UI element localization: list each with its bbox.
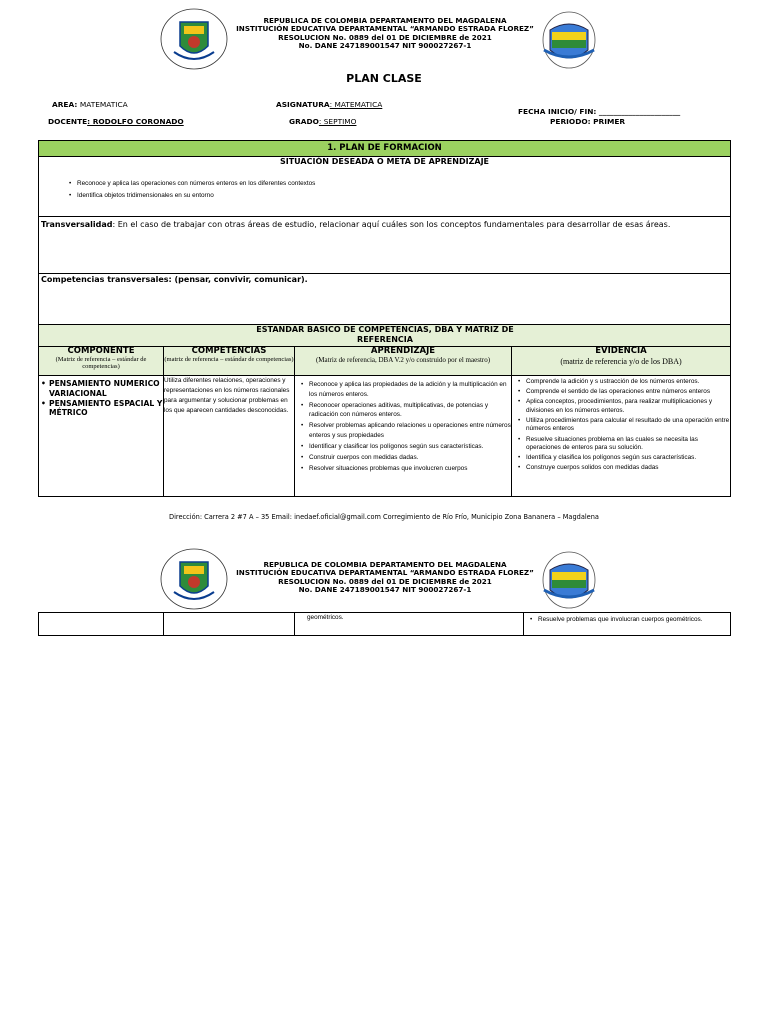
componente-sub: (Matriz de referencia – estándar de competencias): [55, 356, 147, 370]
aprendizaje-cell: [295, 376, 512, 497]
componente-cell: [39, 376, 164, 497]
docente-field: [48, 117, 184, 126]
componente-title: COMPONENTE: [67, 346, 135, 356]
page-title: PLAN CLASE: [346, 72, 422, 85]
competencias-transversales-cell: [39, 274, 731, 325]
competencias-cell: [164, 613, 295, 636]
competencias-cell: [164, 376, 295, 497]
list-item: • Identificar y clasificar los polígonos según sus características.: [301, 442, 511, 452]
list-item: • Resuelve situaciones problema en las cuales se necesita las operaciones de enteros para su solución.: [518, 436, 730, 453]
estandar-title: ESTANDAR BASICO DE COMPETENCIAS, DBA Y MATRIZ DE REFERENCIA: [256, 325, 514, 344]
aprendizaje-cell: [295, 613, 524, 636]
asignatura-label: ASIGNATURA: [276, 100, 330, 109]
evidencia-list: [518, 378, 730, 473]
list-item: • Reconocer operaciones aditivas, multiplicativas, de potencias y radicación con números enteros.: [301, 401, 511, 420]
header-line-1: REPUBLICA DE COLOMBIA DEPARTAMENTO DEL MAGDALENA: [263, 16, 507, 25]
list-item: • Construye cuerpos solidos con medidas dadas: [518, 464, 730, 473]
list-item: • Identifica y clasifica los polígonos según sus características.: [518, 454, 730, 463]
header-line-2: INSTITUCIÓN EDUCATIVA DEPARTAMENTAL “ARMANDO ESTRADA FLOREZ”: [236, 24, 534, 34]
competencias-sub: (matriz de referencia – estándar de competencias): [164, 356, 294, 363]
plan-table: [38, 140, 731, 497]
evidencia-list: [530, 615, 730, 624]
list-item: • PENSAMIENTO NUMERICO VARIACIONAL: [41, 379, 163, 399]
grado-value: : SEPTIMO: [318, 117, 357, 126]
header-line-4: No. DANE 247189001547 NIT 900027267-1: [298, 41, 472, 51]
header-line-3: RESOLUCION No. 0889 del 01 DE DICIEMBRE de 2021: [278, 32, 492, 42]
evidencia-header: [512, 347, 731, 376]
section-title-cell: [39, 141, 731, 157]
aprendizaje-list: [301, 380, 511, 473]
header-line-4: No. DANE 247189001547 NIT 900027267-1: [298, 585, 472, 595]
evidencia-cell: [524, 613, 731, 636]
asignatura-value: : MATEMATICA: [329, 100, 383, 109]
list-item: • Construir cuerpos con medidas dadas.: [301, 453, 511, 463]
grado-field: [289, 117, 356, 126]
competencias-header: [164, 347, 295, 376]
aprendizaje-header: [295, 347, 512, 376]
fecha-field: FECHA INICIO/ FIN: ______________________: [518, 107, 681, 116]
list-item: • Utiliza procedimientos para calcular el resultado de una operación entre números enteros: [518, 417, 730, 434]
componente-cell: [39, 613, 164, 636]
area-label: AREA:: [52, 100, 78, 109]
aprendizaje-sub: (Matriz de referencia, DBA V.2 y/o construido por el maestro): [315, 356, 491, 364]
aprendizaje-continuation: geométricos.: [307, 614, 344, 621]
list-item: • Resolver problemas aplicando relaciones u operaciones entre números enteros y sus propiedades: [301, 421, 511, 440]
componente-header: [39, 347, 164, 376]
institution-header: [230, 561, 540, 595]
transversalidad-text: : En el caso de trabajar con otras áreas de estudio, relacionar aquí cuáles son los conceptos fundamentales para desarrollar de esas áreas.: [112, 220, 671, 229]
docente-value: : RODOLFO CORONADO: [87, 117, 184, 126]
evidencia-title: EVIDENCIA: [595, 346, 647, 356]
metas-list: [69, 178, 730, 202]
header-line-2: INSTITUCIÓN EDUCATIVA DEPARTAMENTAL “ARMANDO ESTRADA FLOREZ”: [236, 568, 534, 578]
list-item: • Comprende el sentido de las operaciones entre números enteros: [518, 388, 730, 397]
list-item: • Reconoce y aplica las operaciones con números enteros en los diferentes contextos: [69, 178, 730, 190]
asignatura-field: [276, 100, 382, 109]
municipality-logo: [540, 10, 598, 70]
institution-logo: [160, 548, 228, 610]
aprendizaje-title: APRENDIZAJE: [370, 346, 436, 356]
continuation-table: [38, 612, 731, 636]
evidencia-cell: [512, 376, 731, 497]
grado-label: GRADO: [289, 117, 319, 126]
list-item: • Aplica conceptos, procedimientos, para realizar multiplicaciones y divisiones en los números enteros.: [518, 398, 730, 415]
periodo-field: PERIODO: PRIMER: [550, 117, 626, 126]
competencias-transversales: Competencias transversales: (pensar, convivir, comunicar).: [41, 275, 308, 284]
area-field: [52, 100, 128, 109]
transversalidad-label: Transversalidad: [41, 220, 113, 229]
institution-header: [230, 17, 540, 51]
municipality-logo: [540, 550, 598, 610]
header-line-3: RESOLUCION No. 0889 del 01 DE DICIEMBRE de 2021: [278, 576, 492, 586]
evidencia-sub: (matriz de referencia y/o de los DBA): [560, 357, 682, 366]
meta-aprendizaje-cell: [39, 157, 731, 217]
competencias-title: COMPETENCIAS: [191, 346, 267, 356]
area-value: MATEMATICA: [79, 100, 128, 109]
section-title: 1. PLAN DE FORMACION: [327, 143, 442, 153]
list-item: • Identifica objetos tridimensionales en su entorno: [69, 190, 730, 202]
footer-address: Dirección: Carrera 2 #7 A – 35 Email: inedaef.oficial@gmail.com Corregimiento de Río Frío, Municipio Zona Bananera – Magdalena: [169, 513, 599, 521]
estandar-title-cell: [39, 325, 731, 347]
list-item: • Resuelve problemas que involucran cuerpos geométricos.: [530, 615, 730, 624]
header-line-1: REPUBLICA DE COLOMBIA DEPARTAMENTO DEL MAGDALENA: [263, 560, 507, 569]
componente-list: [41, 379, 163, 418]
transversalidad-cell: [39, 217, 731, 274]
institution-logo: [160, 8, 228, 70]
competencias-text: Utiliza diferentes relaciones, operaciones y representaciones en los números racionales para argumentar y solucionar problemas en los que aparecen cantidades desconocidas.: [164, 377, 290, 414]
list-item: • Comprende la adición y s ustracción de los números enteros.: [518, 378, 730, 387]
situacion-title: SITUACIÓN DESEADA O META DE APRENDIZAJE: [279, 157, 490, 166]
list-item: • Reconoce y aplica las propiedades de la adición y la multiplicación en los números enteros.: [301, 380, 511, 399]
docente-label: DOCENTE: [48, 117, 88, 126]
list-item: • Resolver situaciones problemas que involucren cuerpos: [301, 464, 511, 474]
list-item: • PENSAMIENTO ESPACIAL Y MÉTRICO: [41, 399, 163, 419]
